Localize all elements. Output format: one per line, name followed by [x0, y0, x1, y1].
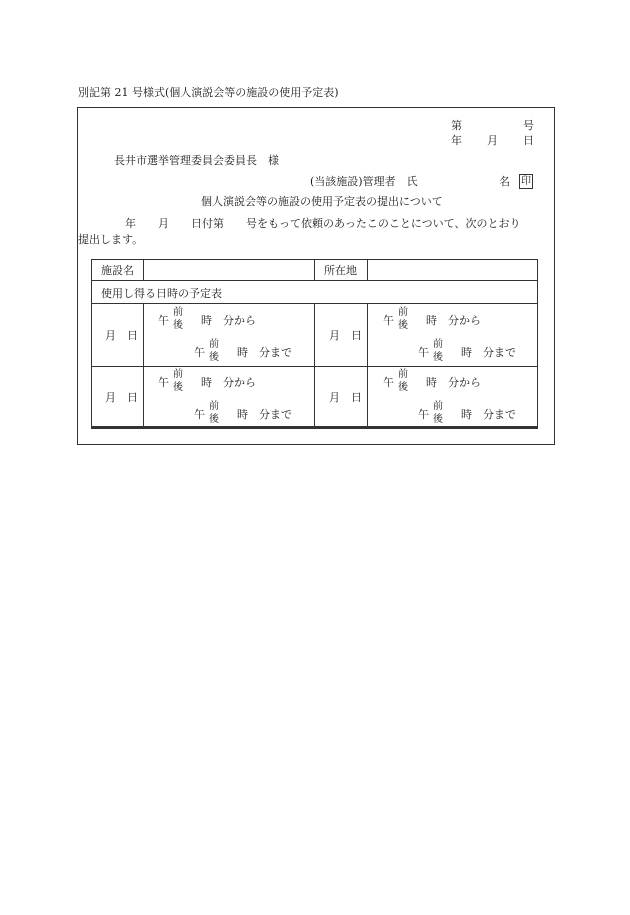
go-label: 午 [194, 346, 205, 359]
addressee: 長井市選挙管理委員会委員長 様 [114, 154, 279, 167]
doc-number-suffix: 号 [523, 119, 534, 132]
seal-mark: 印 [521, 176, 531, 187]
date-year: 年 [451, 134, 462, 147]
from-time: 時 分から [426, 376, 481, 389]
date-label: 月 日 [105, 329, 138, 342]
to-time: 時 分まで [461, 346, 516, 359]
go-label: 午 [158, 314, 169, 327]
facility-name-label: 施設名 [101, 264, 134, 277]
from-time: 時 分から [201, 376, 256, 389]
sender-label: (当該施設)管理者 氏 [310, 175, 418, 188]
date-label: 月 日 [329, 329, 362, 342]
am-label: 前 [209, 339, 219, 350]
pm-label: 後 [209, 352, 219, 363]
go-label: 午 [418, 346, 429, 359]
date-day: 日 [523, 134, 534, 147]
form-title: 別記第 21 号様式(個人演説会等の施設の使用予定表) [78, 86, 339, 99]
am-label: 前 [433, 339, 443, 350]
schedule-label: 使用し得る日時の予定表 [101, 287, 222, 300]
form-frame [77, 107, 555, 445]
sender-name-label: 名 [499, 175, 510, 188]
go-label: 午 [383, 314, 394, 327]
am-label: 前 [173, 369, 183, 380]
location-label: 所在地 [324, 264, 357, 277]
am-label: 前 [209, 401, 219, 412]
pm-label: 後 [398, 320, 408, 331]
am-label: 前 [398, 369, 408, 380]
document-title: 個人演説会等の施設の使用予定表の提出について [201, 195, 443, 208]
to-time: 時 分まで [461, 408, 516, 421]
schedule-table [91, 259, 538, 429]
from-time: 時 分から [201, 314, 256, 327]
to-time: 時 分まで [237, 346, 292, 359]
body-line-2: 提出します。 [78, 233, 144, 246]
go-label: 午 [383, 376, 394, 389]
pm-label: 後 [433, 414, 443, 425]
am-label: 前 [173, 307, 183, 318]
to-time: 時 分まで [237, 408, 292, 421]
pm-label: 後 [209, 414, 219, 425]
go-label: 午 [158, 376, 169, 389]
pm-label: 後 [398, 382, 408, 393]
go-label: 午 [418, 408, 429, 421]
date-label: 月 日 [105, 391, 138, 404]
pm-label: 後 [173, 320, 183, 331]
date-label: 月 日 [329, 391, 362, 404]
date-month: 月 [487, 134, 498, 147]
am-label: 前 [433, 401, 443, 412]
body-line-1: 年 月 日付第 号をもって依頼のあったこのことについて、次のとおり [125, 217, 521, 230]
go-label: 午 [194, 408, 205, 421]
pm-label: 後 [173, 382, 183, 393]
from-time: 時 分から [426, 314, 481, 327]
doc-number-prefix: 第 [451, 119, 462, 132]
am-label: 前 [398, 307, 408, 318]
pm-label: 後 [433, 352, 443, 363]
